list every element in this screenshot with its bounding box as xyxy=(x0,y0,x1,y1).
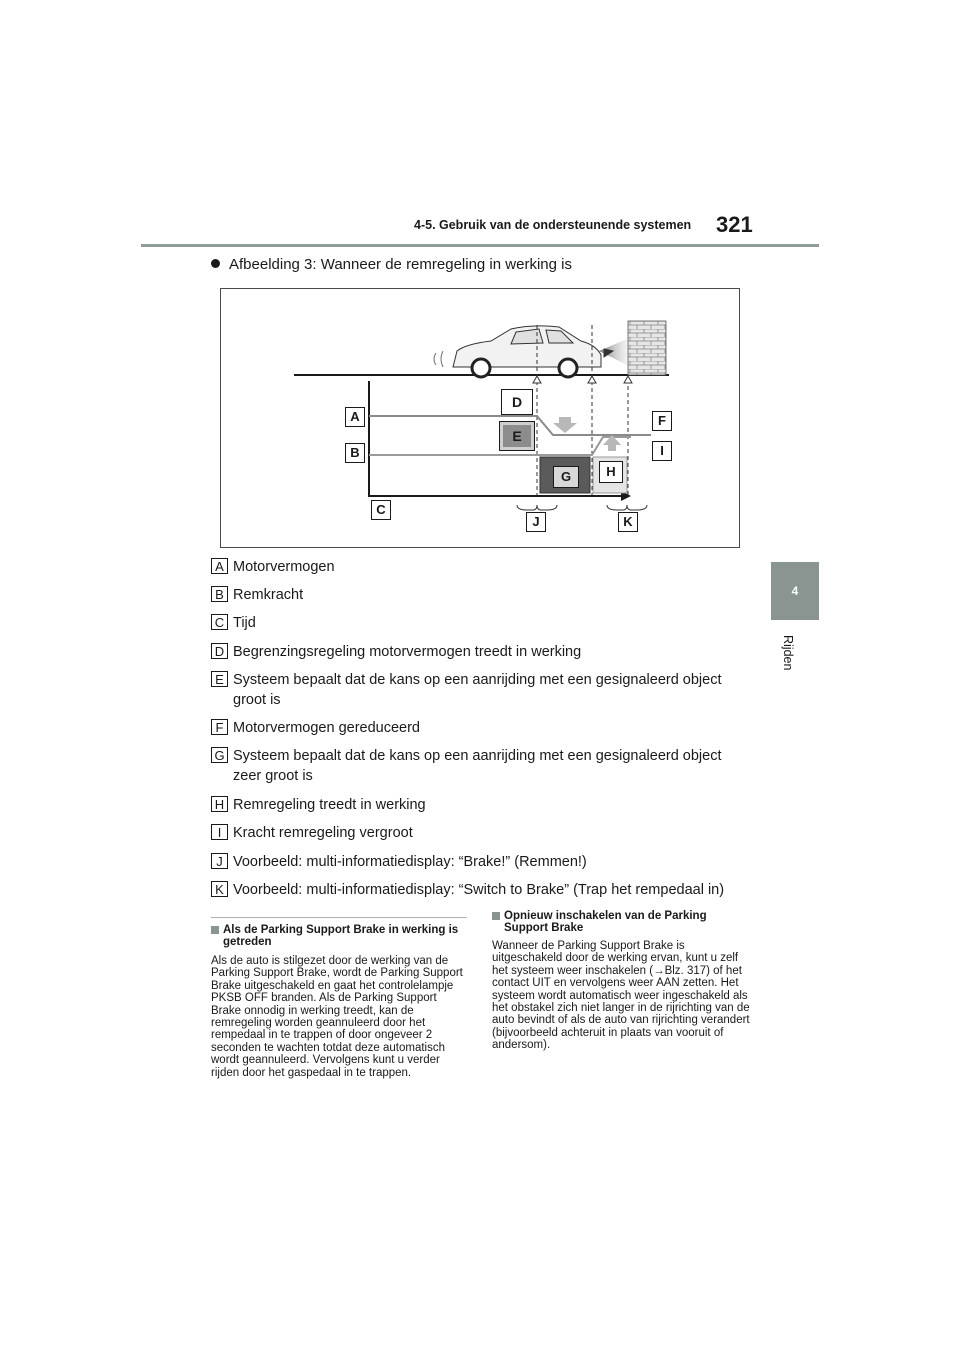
square-bullet-icon xyxy=(492,912,500,920)
chapter-label: Rijden xyxy=(781,635,795,671)
legend-key: J xyxy=(211,853,228,869)
legend-text: Tijd xyxy=(233,615,256,631)
legend-item-e xyxy=(211,671,751,713)
legend-key: F xyxy=(211,719,228,735)
legend-key: H xyxy=(211,796,228,812)
diagram-label-j: J xyxy=(526,512,546,532)
note-right-heading: Opnieuw inschakelen van de Parking Support Brake xyxy=(492,910,750,934)
header-rule xyxy=(141,244,819,247)
chapter-number: 4 xyxy=(791,584,799,598)
diagram-label-a: A xyxy=(345,407,365,427)
note-right-body: Wanneer de Parking Support Brake is uitgeschakeld door de werking ervan, kunt u zelf het systeem weer inschakelen (→Blz. 317) of het contact UIT en vervolgens weer AAN zetten. Het systeem wordt automatisch weer ingeschakeld als het obstakel zich niet langer in de rijrichting van de auto bevindt of als de auto van rijrichting verandert (bijvoorbeeld achteruit in plaats van vooruit of andersom). xyxy=(492,940,750,1052)
legend-item-b xyxy=(211,586,751,608)
figure-diagram xyxy=(220,288,740,548)
legend-key: C xyxy=(211,614,228,630)
legend-item-h xyxy=(211,796,751,818)
legend-text: Remregeling treedt in werking xyxy=(233,797,426,813)
legend-text: Kracht remregeling vergroot xyxy=(233,825,413,841)
diagram-label-b: B xyxy=(345,443,365,463)
square-bullet-icon xyxy=(211,926,219,934)
legend-item-g xyxy=(211,747,751,789)
section-title: 4-5. Gebruik van de ondersteunende systemen xyxy=(414,218,692,232)
wall xyxy=(628,321,666,375)
page-number: 321 xyxy=(716,212,753,237)
legend-item-c xyxy=(211,614,751,636)
note-left-body: Als de auto is stilgezet door de werking van de Parking Support Brake, wordt de Parking Support Brake uitgeschakeld en gaat het controlelampje PKSB OFF branden. Als de Parking Support Brake onnodig in werking treedt, kan de remregeling worden geannuleerd door het rempedaal in te trappen of door ongeveer 2 seconden te wachten totdat deze automatisch wordt geannuleerd. Vervolgens kunt u verder rijden door het gaspedaal in te trappen. xyxy=(211,955,463,1079)
legend-item-i xyxy=(211,824,751,846)
diagram-label-g: G xyxy=(553,466,579,488)
note-left xyxy=(211,924,467,1079)
legend-item-d xyxy=(211,643,751,665)
diagram-label-i: I xyxy=(652,441,672,461)
legend-text: Motorvermogen xyxy=(233,559,335,575)
legend-text: Motorvermogen gereduceerd xyxy=(233,720,420,736)
column-rule-left xyxy=(211,917,467,918)
legend-key: I xyxy=(211,824,228,840)
reduction-arrow xyxy=(553,417,577,433)
legend-text: Remkracht xyxy=(233,587,304,603)
sensor-beam xyxy=(599,339,627,365)
diagram-label-e: E xyxy=(499,421,535,451)
legend-key: K xyxy=(211,881,228,897)
legend-text: Systeem bepaalt dat de kans op een aanrijding met een gesignaleerd object groot is xyxy=(233,672,722,708)
legend-key: B xyxy=(211,586,228,602)
diagram-label-f: F xyxy=(652,411,672,431)
chapter-tab xyxy=(771,562,819,620)
legend-text: Voorbeeld: multi-informatiedisplay: “Brake!” (Remmen!) xyxy=(233,854,587,870)
legend-key: D xyxy=(211,643,228,659)
legend-item-a xyxy=(211,558,751,580)
legend-key: G xyxy=(211,747,228,763)
figure-caption-text: Afbeelding 3: Wanneer de remregeling in werking is xyxy=(229,256,572,273)
legend-item-k xyxy=(211,881,751,903)
legend-text: Begrenzingsregeling motorvermogen treedt in werking xyxy=(233,644,582,660)
car xyxy=(434,326,613,377)
figure-caption xyxy=(211,256,572,273)
legend-item-f xyxy=(211,719,751,741)
note-right xyxy=(492,910,750,1052)
legend-key: A xyxy=(211,558,228,574)
bullet-icon xyxy=(211,259,220,268)
legend-item-j xyxy=(211,853,751,875)
legend-key: E xyxy=(211,671,228,687)
legend-text: Systeem bepaalt dat de kans op een aanrijding met een gesignaleerd object zeer groot is xyxy=(233,748,722,784)
diagram-label-c: C xyxy=(371,500,391,520)
diagram-label-k: K xyxy=(618,512,638,532)
diagram-label-d: D xyxy=(501,389,533,415)
legend-text: Voorbeeld: multi-informatiedisplay: “Switch to Brake” (Trap het rempedaal in) xyxy=(233,882,725,898)
diagram-label-h: H xyxy=(599,461,623,483)
note-left-heading: Als de Parking Support Brake in werking is getreden xyxy=(211,924,467,948)
